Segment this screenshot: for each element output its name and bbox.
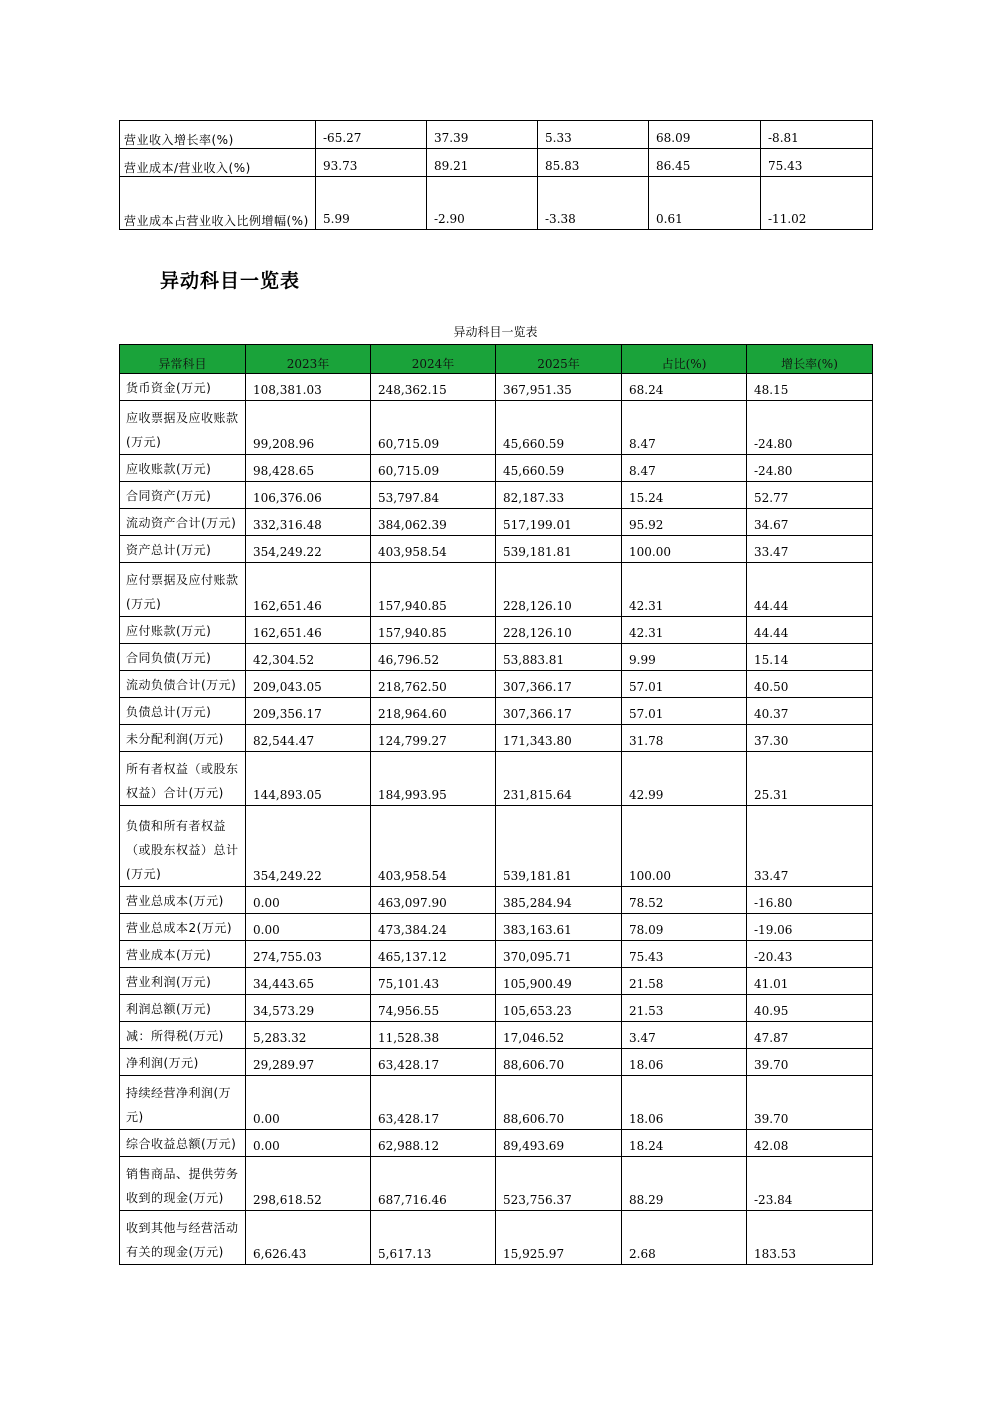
cell-value: 57.01 — [622, 671, 747, 698]
cell-value: 44.44 — [747, 617, 873, 644]
section-heading: 异动科目一览表 — [160, 270, 301, 292]
item-name: 货币资金(万元) — [120, 374, 246, 401]
cell-value: 68.24 — [622, 374, 747, 401]
cell-value: 3.47 — [622, 1022, 747, 1049]
row-label: 营业成本/营业收入(%) — [120, 149, 316, 177]
table-row — [120, 149, 873, 177]
item-name: 收到其他与经营活动有关的现金(万元) — [120, 1211, 246, 1265]
table-row — [120, 617, 873, 644]
cell-value: 31.78 — [622, 725, 747, 752]
cell-value: 6,626.43 — [246, 1211, 371, 1265]
table-row — [120, 752, 873, 806]
item-name: 营业成本(万元) — [120, 941, 246, 968]
table-row — [120, 968, 873, 995]
cell-value: 144,893.05 — [246, 752, 371, 806]
cell-value: 42,304.52 — [246, 644, 371, 671]
cell-value: 228,126.10 — [496, 563, 622, 617]
cell-value: 2.68 — [622, 1211, 747, 1265]
cell-value: 15,925.97 — [496, 1211, 622, 1265]
cell-value: 218,762.50 — [371, 671, 496, 698]
cell-value: 105,653.23 — [496, 995, 622, 1022]
cell-value: 5.33 — [538, 121, 649, 149]
cell-value: 332,316.48 — [246, 509, 371, 536]
item-name: 所有者权益（或股东权益）合计(万元) — [120, 752, 246, 806]
cell-value: 157,940.85 — [371, 563, 496, 617]
cell-value: 0.61 — [649, 177, 761, 230]
cell-value: 370,095.71 — [496, 941, 622, 968]
cell-value: 40.37 — [747, 698, 873, 725]
table-row — [120, 121, 873, 149]
cell-value: 34,443.65 — [246, 968, 371, 995]
column-header: 异常科目 — [120, 345, 246, 374]
cell-value: 218,964.60 — [371, 698, 496, 725]
item-name: 应付账款(万元) — [120, 617, 246, 644]
cell-value: 75.43 — [622, 941, 747, 968]
table-row — [120, 914, 873, 941]
item-name: 持续经营净利润(万元) — [120, 1076, 246, 1130]
cell-value: 15.24 — [622, 482, 747, 509]
cell-value: 0.00 — [246, 887, 371, 914]
cell-value: 184,993.95 — [371, 752, 496, 806]
cell-value: 108,381.03 — [246, 374, 371, 401]
cell-value: 162,651.46 — [246, 617, 371, 644]
cell-value: 0.00 — [246, 914, 371, 941]
cell-value: 523,756.37 — [496, 1157, 622, 1211]
item-name: 负债和所有者权益（或股东权益）总计(万元) — [120, 806, 246, 887]
table-row — [120, 887, 873, 914]
cell-value: 89,493.69 — [496, 1130, 622, 1157]
cell-value: 18.06 — [622, 1049, 747, 1076]
item-name: 营业利润(万元) — [120, 968, 246, 995]
cell-value: 99,208.96 — [246, 401, 371, 455]
cell-value: 95.92 — [622, 509, 747, 536]
cell-value: 354,249.22 — [246, 536, 371, 563]
cell-value: 21.58 — [622, 968, 747, 995]
item-name: 应付票据及应付账款(万元) — [120, 563, 246, 617]
table-row — [120, 644, 873, 671]
item-name: 综合收益总额(万元) — [120, 1130, 246, 1157]
cell-value: 274,755.03 — [246, 941, 371, 968]
column-header: 增长率(%) — [747, 345, 873, 374]
item-name: 减：所得税(万元) — [120, 1022, 246, 1049]
item-name: 流动资产合计(万元) — [120, 509, 246, 536]
cell-value: 5,617.13 — [371, 1211, 496, 1265]
column-header: 2023年 — [246, 345, 371, 374]
row-label: 营业收入增长率(%) — [120, 121, 316, 149]
cell-value: 42.99 — [622, 752, 747, 806]
cell-value: 687,716.46 — [371, 1157, 496, 1211]
cell-value: 75.43 — [761, 149, 873, 177]
cell-value: 106,376.06 — [246, 482, 371, 509]
cell-value: 162,651.46 — [246, 563, 371, 617]
cell-value: 183.53 — [747, 1211, 873, 1265]
cell-value: 307,366.17 — [496, 671, 622, 698]
cell-value: 48.15 — [747, 374, 873, 401]
cell-value: 42.31 — [622, 617, 747, 644]
cell-value: 231,815.64 — [496, 752, 622, 806]
cell-value: 52.77 — [747, 482, 873, 509]
table-row — [120, 725, 873, 752]
cell-value: 18.24 — [622, 1130, 747, 1157]
cell-value: 46,796.52 — [371, 644, 496, 671]
cell-value: 17,046.52 — [496, 1022, 622, 1049]
cell-value: 40.95 — [747, 995, 873, 1022]
cell-value: 209,043.05 — [246, 671, 371, 698]
table-row — [120, 455, 873, 482]
cell-value: 539,181.81 — [496, 536, 622, 563]
item-name: 营业总成本2(万元) — [120, 914, 246, 941]
cell-value: 21.53 — [622, 995, 747, 1022]
cell-value: 82,187.33 — [496, 482, 622, 509]
table-row — [120, 401, 873, 455]
cell-value: 78.09 — [622, 914, 747, 941]
row-label: 营业成本占营业收入比例增幅(%) — [120, 177, 316, 230]
cell-value: 307,366.17 — [496, 698, 622, 725]
column-header: 2024年 — [371, 345, 496, 374]
cell-value: 37.39 — [427, 121, 538, 149]
cell-value: 228,126.10 — [496, 617, 622, 644]
table-row — [120, 482, 873, 509]
cell-value: 100.00 — [622, 806, 747, 887]
cell-value: 74,956.55 — [371, 995, 496, 1022]
cell-value: 473,384.24 — [371, 914, 496, 941]
table-row — [120, 806, 873, 887]
cell-value: 383,163.61 — [496, 914, 622, 941]
abnormal-items-table — [119, 344, 873, 1265]
cell-value: 9.99 — [622, 644, 747, 671]
table-row — [120, 509, 873, 536]
table-row — [120, 995, 873, 1022]
table-row — [120, 563, 873, 617]
table-row — [120, 1130, 873, 1157]
cell-value: 100.00 — [622, 536, 747, 563]
cell-value: 463,097.90 — [371, 887, 496, 914]
cell-value: 98,428.65 — [246, 455, 371, 482]
cell-value: 85.83 — [538, 149, 649, 177]
cell-value: 88.29 — [622, 1157, 747, 1211]
table-row — [120, 1211, 873, 1265]
cell-value: 57.01 — [622, 698, 747, 725]
cell-value: 45,660.59 — [496, 401, 622, 455]
cell-value: 88,606.70 — [496, 1049, 622, 1076]
cell-value: 0.00 — [246, 1130, 371, 1157]
table-row — [120, 1049, 873, 1076]
table-row — [120, 941, 873, 968]
cell-value: 124,799.27 — [371, 725, 496, 752]
item-name: 负债总计(万元) — [120, 698, 246, 725]
cell-value: 367,951.35 — [496, 374, 622, 401]
cell-value: 34,573.29 — [246, 995, 371, 1022]
cell-value: 105,900.49 — [496, 968, 622, 995]
cell-value: 25.31 — [747, 752, 873, 806]
cell-value: -16.80 — [747, 887, 873, 914]
table-row — [120, 374, 873, 401]
table-header-row — [120, 345, 873, 374]
cell-value: 8.47 — [622, 401, 747, 455]
cell-value: 78.52 — [622, 887, 747, 914]
table-row — [120, 1022, 873, 1049]
cell-value: 93.73 — [316, 149, 427, 177]
cell-value: 88,606.70 — [496, 1076, 622, 1130]
cell-value: -20.43 — [747, 941, 873, 968]
cell-value: 62,988.12 — [371, 1130, 496, 1157]
item-name: 合同资产(万元) — [120, 482, 246, 509]
item-name: 利润总额(万元) — [120, 995, 246, 1022]
item-name: 应收账款(万元) — [120, 455, 246, 482]
cell-value: -23.84 — [747, 1157, 873, 1211]
item-name: 资产总计(万元) — [120, 536, 246, 563]
item-name: 销售商品、提供劳务收到的现金(万元) — [120, 1157, 246, 1211]
cell-value: -3.38 — [538, 177, 649, 230]
cell-value: 403,958.54 — [371, 536, 496, 563]
cell-value: -11.02 — [761, 177, 873, 230]
cell-value: -19.06 — [747, 914, 873, 941]
cell-value: 0.00 — [246, 1076, 371, 1130]
table-row — [120, 536, 873, 563]
cell-value: 53,883.81 — [496, 644, 622, 671]
cell-value: 354,249.22 — [246, 806, 371, 887]
cell-value: -2.90 — [427, 177, 538, 230]
cell-value: 5.99 — [316, 177, 427, 230]
cell-value: -8.81 — [761, 121, 873, 149]
table-row — [120, 177, 873, 230]
item-name: 净利润(万元) — [120, 1049, 246, 1076]
cell-value: 29,289.97 — [246, 1049, 371, 1076]
cell-value: 63,428.17 — [371, 1076, 496, 1130]
cell-value: 384,062.39 — [371, 509, 496, 536]
item-name: 应收票据及应收账款(万元) — [120, 401, 246, 455]
cell-value: 63,428.17 — [371, 1049, 496, 1076]
table-row — [120, 1157, 873, 1211]
cell-value: 45,660.59 — [496, 455, 622, 482]
cell-value: 53,797.84 — [371, 482, 496, 509]
item-name: 合同负债(万元) — [120, 644, 246, 671]
item-name: 流动负债合计(万元) — [120, 671, 246, 698]
cell-value: 86.45 — [649, 149, 761, 177]
cell-value: 60,715.09 — [371, 455, 496, 482]
cell-value: 34.67 — [747, 509, 873, 536]
table-row — [120, 698, 873, 725]
cell-value: 39.70 — [747, 1076, 873, 1130]
cell-value: 44.44 — [747, 563, 873, 617]
cell-value: 5,283.32 — [246, 1022, 371, 1049]
column-header: 占比(%) — [622, 345, 747, 374]
item-name: 未分配利润(万元) — [120, 725, 246, 752]
cell-value: 15.14 — [747, 644, 873, 671]
cell-value: 209,356.17 — [246, 698, 371, 725]
table-caption: 异动科目一览表 — [453, 325, 538, 339]
cell-value: 11,528.38 — [371, 1022, 496, 1049]
cell-value: 40.50 — [747, 671, 873, 698]
cell-value: 42.08 — [747, 1130, 873, 1157]
cell-value: 539,181.81 — [496, 806, 622, 887]
cell-value: 41.01 — [747, 968, 873, 995]
cell-value: -65.27 — [316, 121, 427, 149]
cell-value: 33.47 — [747, 536, 873, 563]
cell-value: 157,940.85 — [371, 617, 496, 644]
cell-value: 75,101.43 — [371, 968, 496, 995]
cell-value: 89.21 — [427, 149, 538, 177]
cell-value: 82,544.47 — [246, 725, 371, 752]
cell-value: 465,137.12 — [371, 941, 496, 968]
item-name: 营业总成本(万元) — [120, 887, 246, 914]
cell-value: 42.31 — [622, 563, 747, 617]
cell-value: 298,618.52 — [246, 1157, 371, 1211]
cell-value: 8.47 — [622, 455, 747, 482]
cell-value: 68.09 — [649, 121, 761, 149]
cell-value: 517,199.01 — [496, 509, 622, 536]
cell-value: 33.47 — [747, 806, 873, 887]
cell-value: 47.87 — [747, 1022, 873, 1049]
cell-value: 248,362.15 — [371, 374, 496, 401]
table-row — [120, 671, 873, 698]
cell-value: -24.80 — [747, 401, 873, 455]
cell-value: 18.06 — [622, 1076, 747, 1130]
cell-value: 60,715.09 — [371, 401, 496, 455]
table-row — [120, 1076, 873, 1130]
cell-value: 37.30 — [747, 725, 873, 752]
cell-value: -24.80 — [747, 455, 873, 482]
column-header: 2025年 — [496, 345, 622, 374]
cell-value: 385,284.94 — [496, 887, 622, 914]
cell-value: 39.70 — [747, 1049, 873, 1076]
cell-value: 403,958.54 — [371, 806, 496, 887]
cell-value: 171,343.80 — [496, 725, 622, 752]
growth-metrics-table — [119, 120, 873, 230]
